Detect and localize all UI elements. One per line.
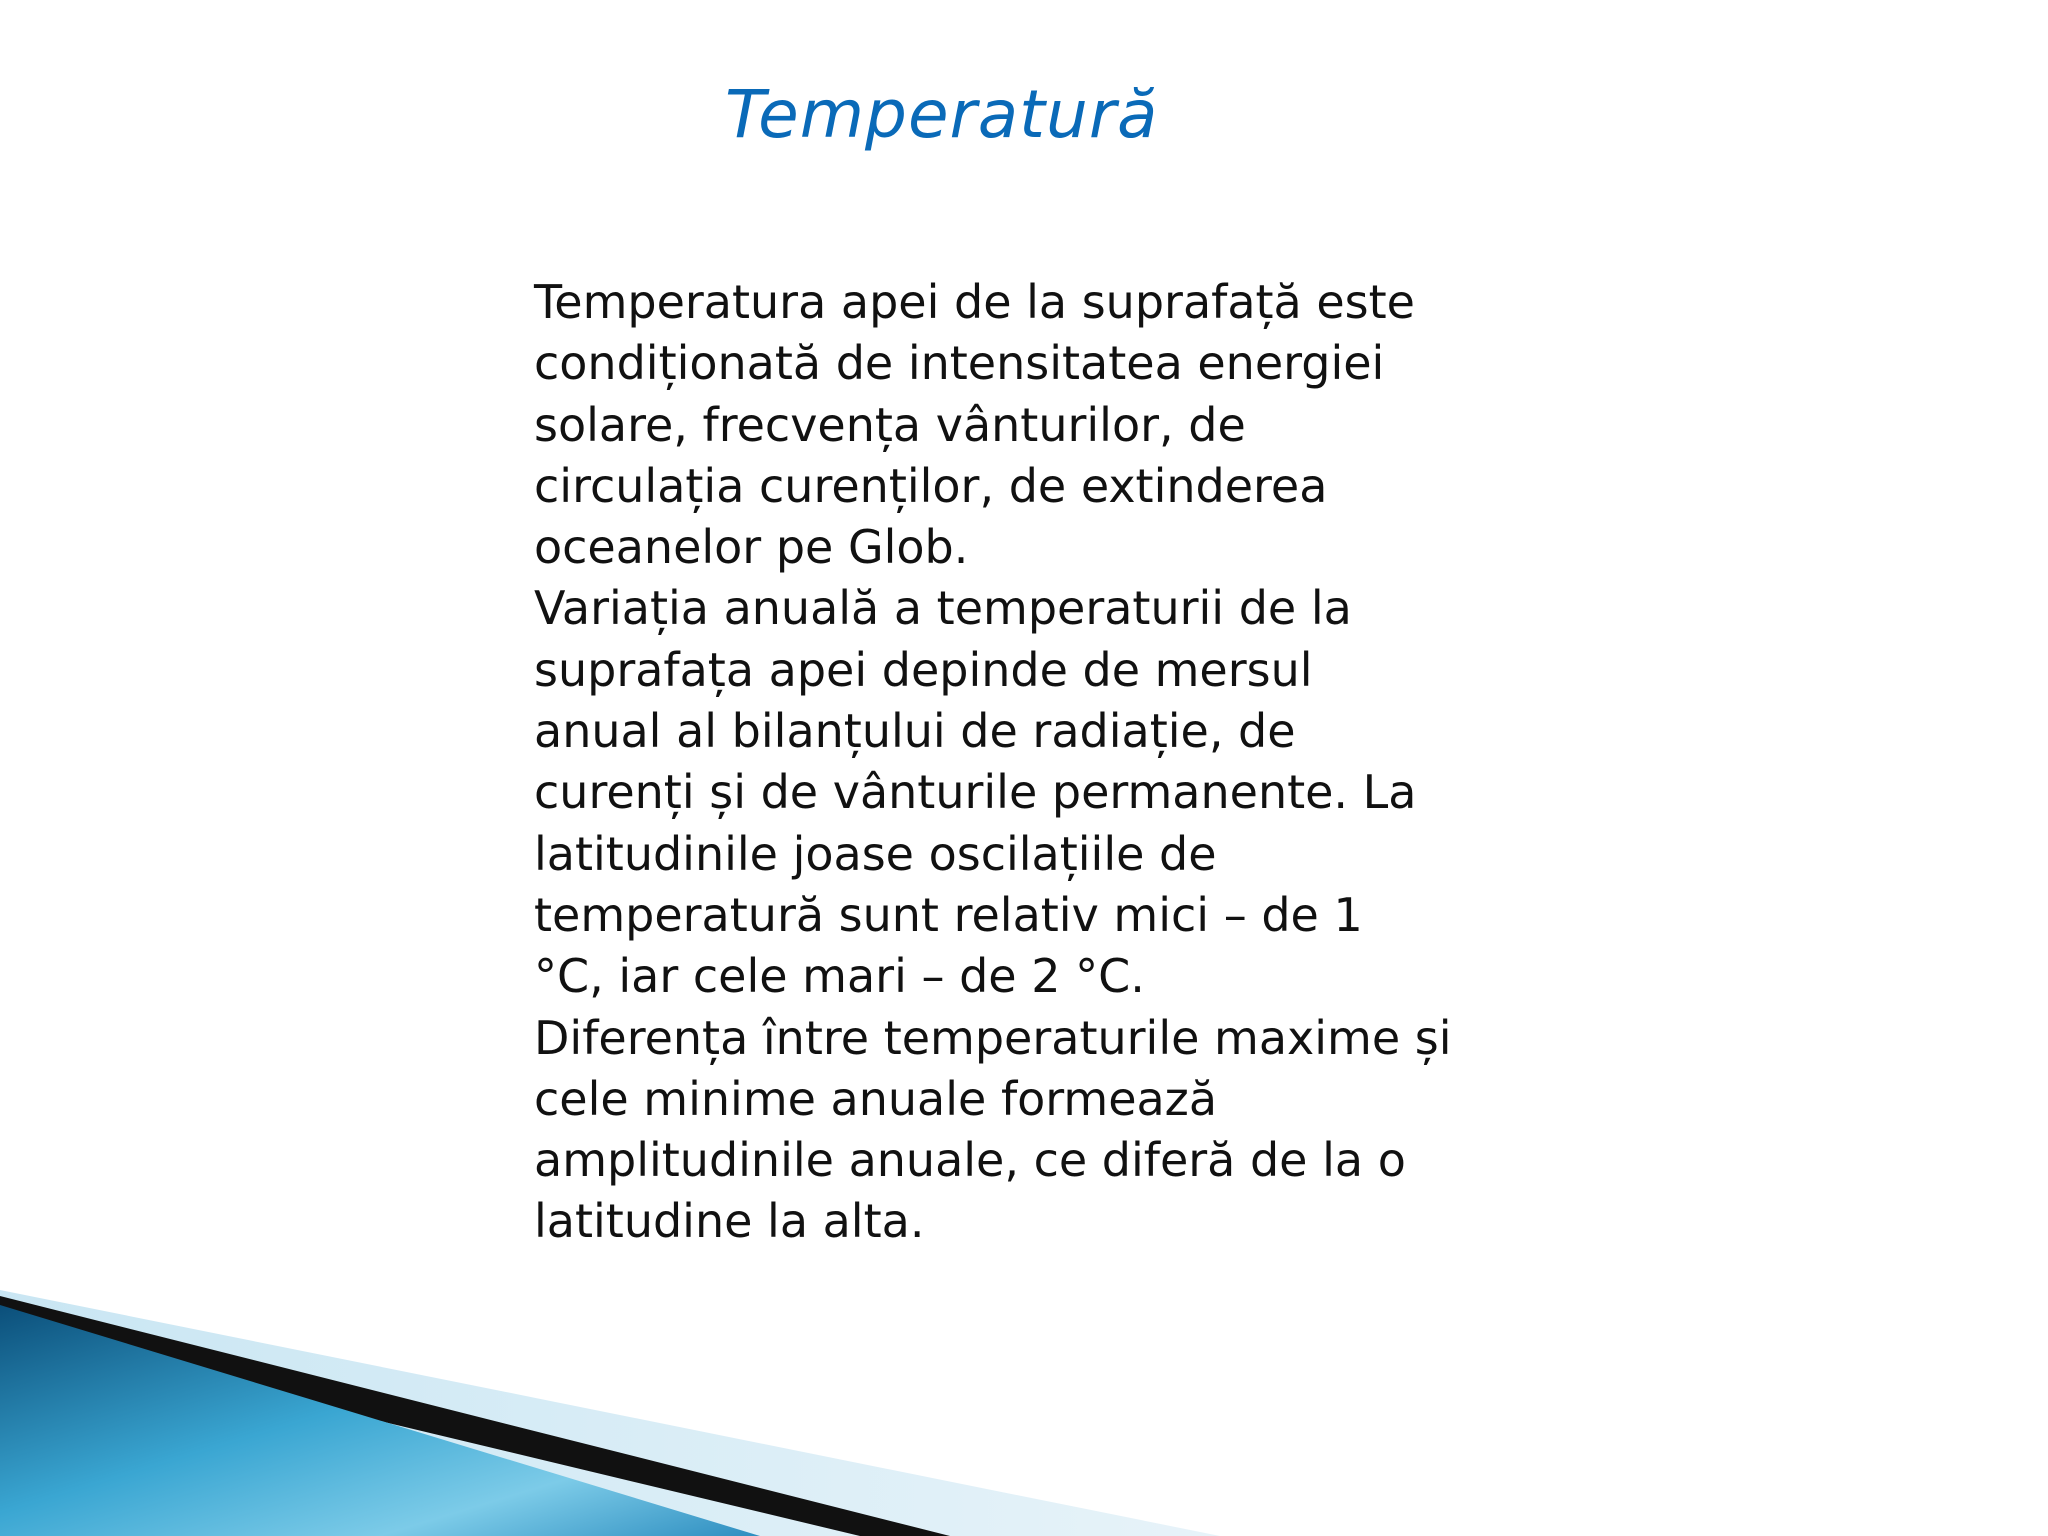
body-line: suprafața apei depinde de mersul [534,642,1313,697]
body-line: oceanelor pe Glob. [534,520,969,575]
body-line: latitudine la alta. [534,1194,925,1249]
blue-swoosh [0,1305,760,1536]
body-line: cele minime anuale formează [534,1071,1218,1126]
body-line: amplitudinile anuale, ce diferă de la o [534,1133,1406,1188]
pale-swoosh [0,1290,1220,1536]
body-line: Diferența între temperaturile maxime și [534,1010,1452,1065]
body-line: condiționată de intensitatea energiei [534,336,1385,391]
body-line: Temperatura apei de la suprafață este [534,275,1415,329]
body-line: temperatură sunt relativ mici – de 1 [534,887,1363,942]
body-line: solare, frecvența vânturilor, de [534,397,1246,452]
body-line: latitudinile joase oscilațiile de [534,826,1217,881]
body-line: anual al bilanțului de radiație, de [534,704,1296,759]
slide-body-text [534,272,1534,1253]
slide-title: Temperatură [725,76,1159,153]
body-line: curenți și de vânturile permanente. La [534,765,1417,820]
body-line: Variația anuală a temperaturii de la [534,581,1352,636]
body-line: °C, iar cele mari – de 2 °C. [534,949,1145,1004]
body-line: circulația curenților, de extinderea [534,458,1328,513]
dark-swoosh [0,1296,950,1536]
